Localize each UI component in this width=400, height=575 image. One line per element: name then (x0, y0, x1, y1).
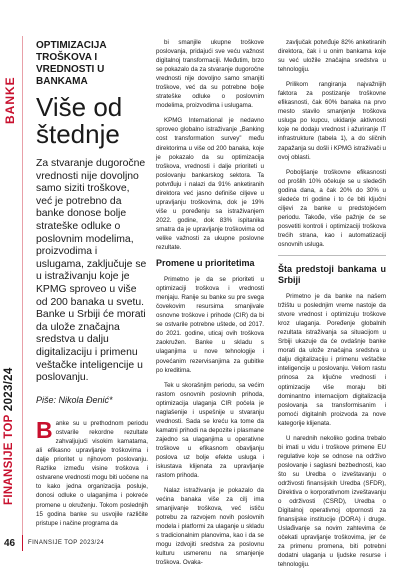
paragraph: Primetno je da banke na našem tržištu u poslednjim vreme nastoje da stvore vrednost i optimizuju troškove kroz ulaganja. Poređenje globalnih rezultata istraživanja sa situacijom u Srbiji ukazuje da će ovdašnje banke morati da ulože značajna sredstva u dalju digitalizaciju i primenu veštačke inteligencije u poslovanju. Veliom rastu prinosa za ključne vrednosti i optimizacije više moraju biti dominantno internacijom digitalizacija poslovanja sa transformisanim i pomoći digitalnih proizvoda za nove kategorije klijenata. (278, 293, 386, 427)
paragraph: zavljučak potvrđuje 82% anketiranih direktora, čak i u onim bankama koje su već uložile značajna sredstva u tehnologiju. (278, 39, 386, 74)
divider (22, 36, 23, 541)
page-footer (0, 533, 400, 553)
footer-divider (22, 535, 23, 551)
paragraph: Tek u skorašnjim periodu, sa većim rastom osnovnih poslovnih prihoda, optimizacija ulaganja CIR počela je naglašenije i uspešnije u stvaranju vrednosti. Sada se kreću ka tome da kamatni prihodi na depozite i plasmane zajedno sa ulaganjima u operativne troškove u efikasnom obavljanju poslova uz bolje efekte usluga i iskustava klijenata za upravljanje rastom prihoda. (156, 381, 264, 480)
body-start (36, 416, 148, 528)
paragraph: Prilikom rangiranja najvažnijih faktora za postizanje troškovne efikasnosti, čak 60% banaka na prvo mesto stavilo smanjenje troškova usluga po kupcu, ukidanje aktivnosti koje ne dodaju vrednost i ažuriranje IT infrastrukture (tabela 1), a do sličnih zapažanja su došli i KPMG istraživači u ovoj oblasti. (278, 81, 386, 161)
sidebar (0, 0, 22, 555)
drop-cap: B (36, 416, 53, 443)
paragraph: Nalaz istraživanja je pokazalo da većina banaka više za cilj ima smanjivanje troškova, već ističu potrebu za razvojem novih poslovnih modela i platformi za ulaganje u skladu s tradicionalnim planovima, kao i da se mogu izdvojiti sredstva za poslovnu kulturu usmerenu na smanjenje troškova. Ovaka- (156, 487, 264, 567)
paragraph: U narednih nekoliko godina trebalo bi imati u vidu i troškove primene EU regulative koje se odnose na održivo poslovanje i saglasni bezbednosti, kao što su Uredba o izveštavanju o održivosti finansijskih Uredba (SFDR), Direktiva o korporativnom izveštavanju o održivosti (CSRD), Uredba o Digitalnoj operativnoj otpornosti za finansijske institucije (DORA) i druge. Uslađivanje sa novim zahtevima će očekati upravljanje troškovima, jer će za primenu promena, biti potrebni dodatni ulaganja u ljudske resurse i tehnologiju. (278, 434, 386, 569)
body-column-2 (156, 38, 264, 574)
article-title: Više od štednje (36, 92, 123, 149)
article-kicker: OPTIMIZACIJA TROŠKOVA I VREDNOSTI U BANKAMA (36, 40, 107, 87)
publication-year: 2023/24 (3, 367, 15, 412)
body-column-3 (278, 38, 386, 575)
publication-label (3, 367, 15, 505)
paragraph: Primetno je da se prioriteti u optimizaciji troškova i vrednosti menjaju. Ranije su banke su pre svega čovekovim resursima smanjivale osnovne troškove i prihode (CIR) da bi se ostvarile potrebne uštede, od 2017. do 2021. godine, uticaj ovih troškova zaokružen. Banke u skladu s ulaganjima u nove tehnologije i povećanim rezervisanjima za gubitke po kreditima. (156, 276, 264, 374)
body-text: anke su u prethodnom periodu ostvarile rekordne rezultate zahvaljujući visokim kamatama, ali efikasno upravljanje troškovima i dalje prioritet u njihovom poslovanju. Razlike između visine troškova i ostvarene vrednosti mogu biti uočene na to kako jedna organizacija posluje, donosi odluke o ulaganjima i pokreće promene u okruženju. Tokom poslednjih 15 godina banke su usvojile različite pristupe i načine programa da (36, 419, 148, 527)
paragraph: Poboljšanje troškovne efikasnosti od prošlih 10% očekuje se u sledećih godina dana, a čak 20% do 30% u sledeće tri godine i to će biti ključni ciljevi za banke u predstojećem periodu. Takođe, više pažnje će se posvetiti kontroli i optimizaciji troškova trećih strana, kao i automatizaciji osnovnih usluga. (278, 168, 386, 248)
article-lead: Za stvaranje dugoročne vrednosti nije dovoljno samo siziti troškove, već je potrebno da banke donose bolje strateške odluke o poslovnim modelima, proizvodima i uslugama, zaključuje se u istraživanju koje je KPMG sproveo u više od 200 banaka u svetu. Banke u Srbiji će morati da ulože značajna sredstva u dalju digitalizaciju i primenu veštačke inteligencije u poslovanju. (36, 158, 147, 384)
paragraph: KPMG International je nedavno sproveo globalno istraživanje „Banking cost transformation survey” među direktorima u više od 200 banaka, koje je pokazalo da su optimizacija troškova, vrednosti i dalje prioriteti u poslovanju bankarskog sektora. Ta potvrđuju i nalazi da 91% anketiranih direktora već jasno definiše ciljeve u upravljanju troškovima, dok je 19% više u poređenju sa istraživanjem 2022. godine, dok 83% ispitanika smatra da je upravljanje troškovima od velike važnosti za ukupne poslovne rezultate. (156, 117, 264, 252)
paragraph: bi smanjile ukupne troškove poslovanja, pridajući sve veću važnost digitalnoj transformaciji. Međutim, brzo se pokazalo da za stvaranje dugoročne vrednosti nije dovoljno samo smanjiti troškove, već da su potrebne bolje strateške odluke o poslovnim modelima, proizvodima i uslugama. (156, 39, 264, 110)
section-label: BANKE (3, 76, 17, 124)
page-number: 46 (4, 538, 16, 549)
footer-publication: FINANSIJE TOP 2023/24 (28, 540, 105, 546)
subheading-priorities: Promene u prioritetima (156, 258, 255, 269)
publication-name: FINANSIJE TOP (3, 414, 15, 505)
intro-column (36, 40, 148, 528)
subheading-serbia: Šta predstoji bankama u Srbiji (278, 255, 386, 286)
article-author: Piše: Nikola Đenić* (36, 394, 113, 405)
